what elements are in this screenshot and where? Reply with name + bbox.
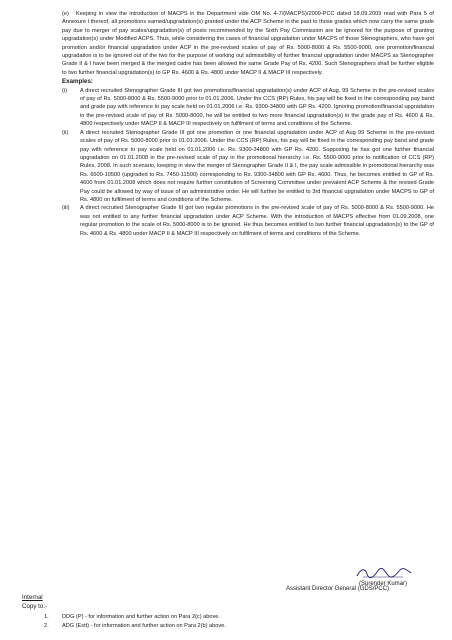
paragraph-e-label: (e) [62, 11, 69, 17]
example-item [62, 204, 434, 238]
example-number: (ii) [62, 129, 69, 136]
example-text: A direct recruited Stenographer Grade III got one promotion or one financial upgradation under ACP of Aug 99 Scheme in the pre-revised scales of pay of Rs. 5000-8000 prior to 01.01.2006. Under the CCS (RP) Rules, his pay will be fixed in the corresponding pay band and grade pay with reference to pay scale held on 01.01.2006 i.e. Rs. 9300-34800 with GP Rs. 4200. Supposing he has got one further financial upgradation on 01.01.2008 in the pre-revised scale of pay in the promotional hierarchy i.e. Rs. 5500-9000 prior to notification of CCS (RP) Rules, 2008. In such scenario, keeping in view the merger of Stenographer Grade II & I, the pay scale admissible in promotional hierarchy was Rs. 6500-10500 (upgraded to Rs. 7450-11500) corresponding to Rs. 9300-34800 with GP Rs. 4600. Thus, he becomes entitled to GP of Rs. 4600 from 01.01.2008 which does not require further constitution of Screening Committee under prevalent ACP Scheme & the revised Grade Pay could be allowed by way of issue of an administrative order. He will further be entitled to 3rd financial upgradation under MACPS to GP of Rs. 4800 on fulfilment of terms and conditions of the Scheme. [80, 129, 434, 203]
list-item-number: 2. [44, 623, 49, 629]
list-item-number: 1. [44, 614, 49, 620]
signatory-name: (Surender Kumar) [358, 581, 408, 587]
signatory-designation: Assistant Director General (GDS/PCC) [286, 586, 390, 592]
example-number: (i) [62, 87, 67, 94]
example-item [62, 129, 434, 205]
internal-label: Internal [22, 594, 43, 601]
signature-block [318, 566, 448, 588]
list-item [44, 613, 226, 622]
examples-heading: Examples: [62, 78, 93, 86]
example-text: A direct recruited Stenographer Grade III got two promotions/financial upgradation(s) under ACP of Aug. 99 Scheme in the pre-revised scales of pay of Rs. 5000-8000 & Rs. 5500-9000 prior to 01.01.2006. Under the CCS (RP) Rules, his pay will be fixed in the corresponding pay band and grade pay with reference to pay scale held on 01.01.2006 i.e. Rs. 9300-34800 with GP Rs. 4200. Ignoring promotion/financial upgradation in the pre-revised scale of pay of Rs. 5000-8000, he will be entitled to two more financial upgradation(s) in the grade pay of Rs. 4600 & Rs. 4800 respectively under MACP II & MACP III respectively on fulfilment of terms and conditions of the Scheme. [80, 87, 434, 128]
list-item-text: DDG (P) - for information and further action on Para 2(c) above. [62, 614, 220, 620]
example-text: A direct recruited Stenographer Grade III got two regular promotions in the pre-revised scale of pay of Rs. 5000-8000 & Rs. 5500-9000. He was not entitled to any further financial upgradation under ACP Scheme. With the introduction of MACPS effective from 01.09.2008, one regular promotion to the scale of Rs. 5000-8000 is to be ignored. He thus becomes entitled to two further financial upgradation(s) to the GP of Rs. 4600 & Rs. 4800 under MACP II & MACP III respectively on fulfilment of terms and conditions of the Scheme. [80, 205, 434, 237]
handwritten-signature [353, 566, 413, 580]
copy-to-label: Copy to:- [22, 603, 48, 610]
example-item [62, 87, 434, 129]
paragraph-e-text: Keeping in view the introduction of MACPS in the Department vide OM No. 4-7/(MACPS)/2009-PCC dated 18.09.2009 read with Para 5 of Annexure I thereof, all promotions earned/upgradation(s) granted under the ACP Scheme in the past to those grades which now carry the same grade pay due to merger of pay scales/upgradation(s) of posts recommended by the Sixth Pay Commission are be ignored for the purpose of granting upgradation(s) under Modified ACPS. Thus, while considering the cases of financial upgradation under MACPS of those Stenographers, who have got promotion and/or financial upgradation under ACP in the pre-revised scales of pay of Rs. 5000-8000 & Rs. 5500-9000, one promotion/financial upgradation is to be ignored out of the two for the purpose of working out admissibility of further financial upgradation under MACPS as Stenographer Grade II & I have been merged & the merged cadre has been allowed the same Grade Pay of Rs. 4200. Such Stenographers shall be further eligible to two further financial upgradation(s) to GP Rs. 4600 & Rs. 4800 under MACP II & MACP III respectively. [62, 11, 434, 76]
example-number: (iii) [62, 205, 70, 212]
list-item-text: ADG (Estt) - for information and further action on Para 2(b) above. [62, 623, 226, 629]
copy-to-list [44, 613, 226, 631]
list-item [44, 622, 226, 631]
paragraph-e [62, 10, 434, 77]
document-body [62, 10, 434, 238]
